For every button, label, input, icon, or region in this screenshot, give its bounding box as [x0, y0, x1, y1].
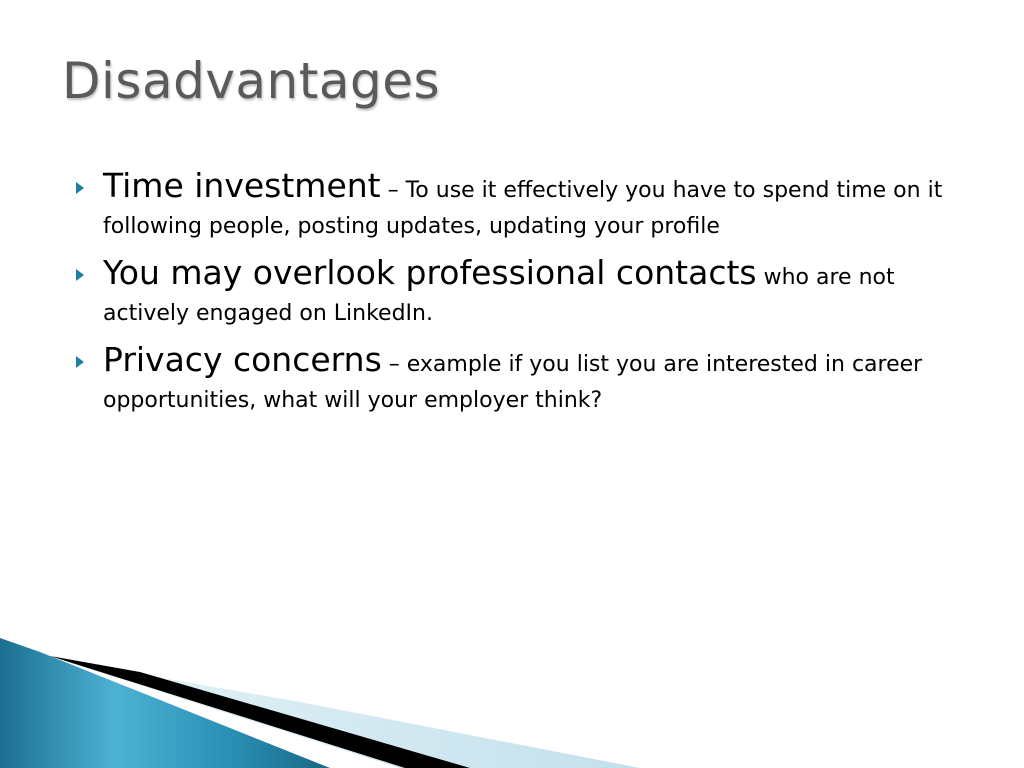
- bullet-text: – To use it effectively you have to spend time on it following people, posting updates, updating your profile: [103, 178, 943, 239]
- bullet-item: [76, 255, 976, 332]
- bullet-list: [76, 168, 976, 429]
- slide-title: Disadvantages: [62, 52, 441, 110]
- bullet-lead: Privacy concerns: [103, 340, 382, 379]
- bullet-lead: You may overlook professional contacts: [103, 253, 757, 292]
- triangle-right-icon: [76, 269, 84, 281]
- bullet-item: [76, 342, 976, 419]
- bullet-lead: Time investment: [103, 166, 381, 205]
- bullet-text: – example if you list you are interested in career opportunities, what will your employer think?: [103, 352, 923, 413]
- bottom-wave-decoration: [0, 638, 1024, 768]
- triangle-right-icon: [76, 356, 84, 368]
- bullet-text: who are not actively engaged on LinkedIn.: [103, 265, 895, 326]
- bullet-item: [76, 168, 976, 245]
- triangle-right-icon: [76, 182, 84, 194]
